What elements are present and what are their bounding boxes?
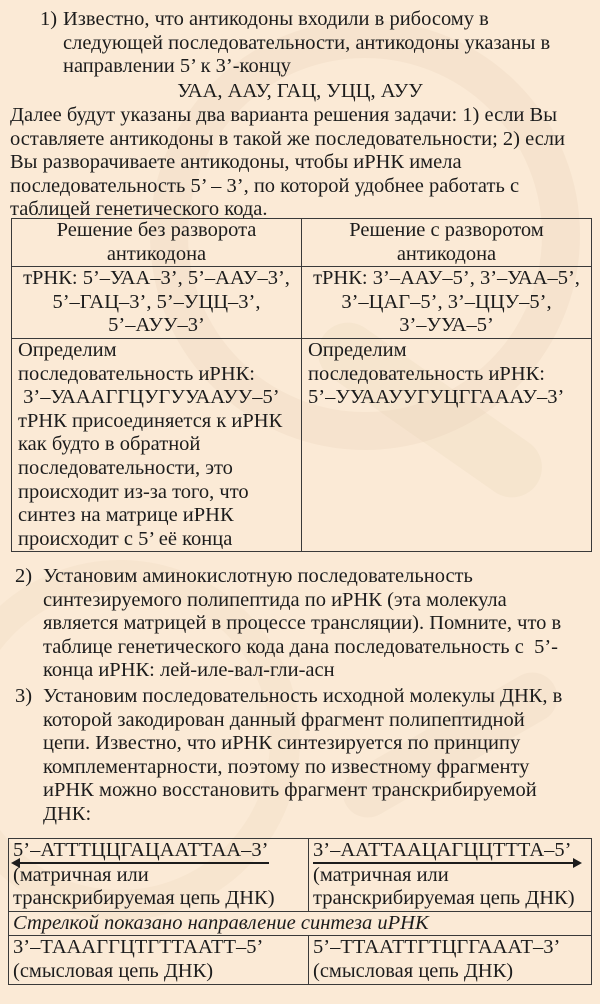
arrow-line [13,862,269,863]
mrna-sequence: 3’–УАААГГЦУГУУААУУ–5’ [18,386,280,409]
sense-cell-right [309,936,592,984]
mrna-line: последовательность иРНК: [18,362,255,385]
strand-label: (смысловая цепь ДНК) [13,959,214,982]
mrna-line: происходит из-за того, что [18,480,249,503]
mrna-line: тРНК присоединяется к иРНК [18,409,283,432]
intro-line: последовательность 5’ – 3’, по которой удобнее работать с [10,174,520,197]
template-strand-row [9,839,592,912]
mrna-sequence: 5’–УУААУУГУЦГГАААУ–3’ [308,386,565,409]
intro-line: таблицей генетического кода. [10,198,268,221]
template-sequence-right [313,839,572,864]
template-cell-left [9,839,309,912]
strand-label: (матричная или [13,863,149,886]
trna-cell-right [302,267,592,339]
step-text-line: иРНК можно восстановить фрагмент транскрибируемой [43,779,537,802]
table-row-trna [12,267,592,339]
step-text-line: комплементарности, поэтому по известному фрагменту [43,755,530,778]
arrow-note: Стрелкой показано направление синтеза иРНК [9,911,592,936]
dna-sequence: 3’–ААТТААЦАГЦЦТТТА–5’ [313,839,572,861]
mrna-cell-right [302,338,592,551]
step-text-line: является матрицей в процессе трансляции). Помните, что в [43,612,562,635]
trna-line: тРНК: 3’–ААУ–5’, 3’–УАА–5’, [313,267,580,290]
intro-line: Далее будут указаны два варианта решения задачи: 1) если Вы [10,104,557,126]
dna-sequence: 3’–ТАААГГЦТГТТААТТ–5’ [13,936,264,959]
trna-line: 3’–УУА–5’ [399,314,494,337]
mrna-line: как будто в обратной [18,433,201,456]
step-text-line: синтезируемого полипептида по иРНК (эта молекула [43,588,507,611]
trna-line: 5’–АУУ–3’ [108,314,205,337]
mrna-line: последовательность иРНК: [308,362,545,385]
step-number: 3) [15,685,33,707]
strand-label: транскрибируемая цепь ДНК) [13,887,275,910]
table-header-row [12,219,592,267]
dna-table [8,838,592,985]
step-text-line: которой закодирован данный фрагмент полипептидной [43,708,525,731]
arrow-line [313,862,578,863]
step-text-line: Установим последовательность исходной молекулы ДНК, в [43,685,563,707]
intro-paragraph [10,104,595,222]
step-number: 1) [40,8,58,30]
solution-table [11,218,592,552]
trna-line: 3’–ЦАГ–5’, 3’–ЦЦУ–5’, [341,290,552,313]
step-text-line: Установим аминокислотную последовательность [43,565,473,587]
note-row [9,911,592,936]
trna-line: тРНК: 5’–УАА–3’, 5’–ААУ–3’, [23,267,290,290]
strand-label: (смысловая цепь ДНК) [313,959,514,982]
anticodon-sequence: УАА, ААУ, ГАЦ, УЦЦ, АУУ [177,80,423,102]
header-line: антикодона [396,242,497,265]
arrow-left-icon [11,858,20,868]
header-line: Решение без разворота [56,219,257,241]
sense-strand-row [9,936,592,984]
header-line: антикодона [106,242,207,265]
step-text-line: следующей последовательности, антикодоны указаны в [63,31,551,54]
arrow-right-icon [573,858,582,868]
step-text-line: таблице генетического кода дана последовательность с 5’- [43,635,558,658]
mrna-line: Определим [18,338,117,361]
step-number: 2) [15,565,33,587]
strand-label: транскрибируемая цепь ДНК) [313,887,575,910]
mrna-line: Определим [308,338,407,361]
trna-line: 5’–ГАЦ–3’, 5’–УЦЦ–3’, [52,290,261,313]
strand-label: (матричная или [313,863,449,886]
trna-cell-left [12,267,302,339]
step-text-line: ДНК: [43,802,92,825]
dna-sequence: 5’–ТТААТТГТЦГГАААТ–3’ [313,936,561,959]
step-text-line: направлении 5’ к 3’-концу [63,55,291,78]
dna-sequence: 5’–АТТТЦЦГАЦААТТАА–3’ [13,839,269,861]
step-text-line: цепи. Известно, что иРНК синтезируется по принципу [43,732,521,755]
step-text-line: Известно, что антикодоны входили в рибосому в [63,8,489,30]
intro-line: оставляете антикодоны в такой же последовательности; 2) если [10,127,566,150]
mrna-line: последовательности, это [18,456,233,479]
step-text-line: конца иРНК: лей-иле-вал-гли-асн [43,659,335,682]
template-sequence-left [13,839,269,864]
header-line: Решение с разворотом [349,219,544,241]
mrna-line: происходит с 5’ её конца [18,527,233,550]
mrna-line: синтез на матрице иРНК [18,504,234,527]
sense-cell-left [9,936,309,984]
table-row-mrna [12,338,592,551]
header-no-reverse [12,219,302,267]
template-cell-right [309,839,592,912]
mrna-cell-left [12,338,302,551]
header-reverse [302,219,592,267]
intro-line: Вы разворачиваете антикодоны, чтобы иРНК имела [10,151,462,174]
